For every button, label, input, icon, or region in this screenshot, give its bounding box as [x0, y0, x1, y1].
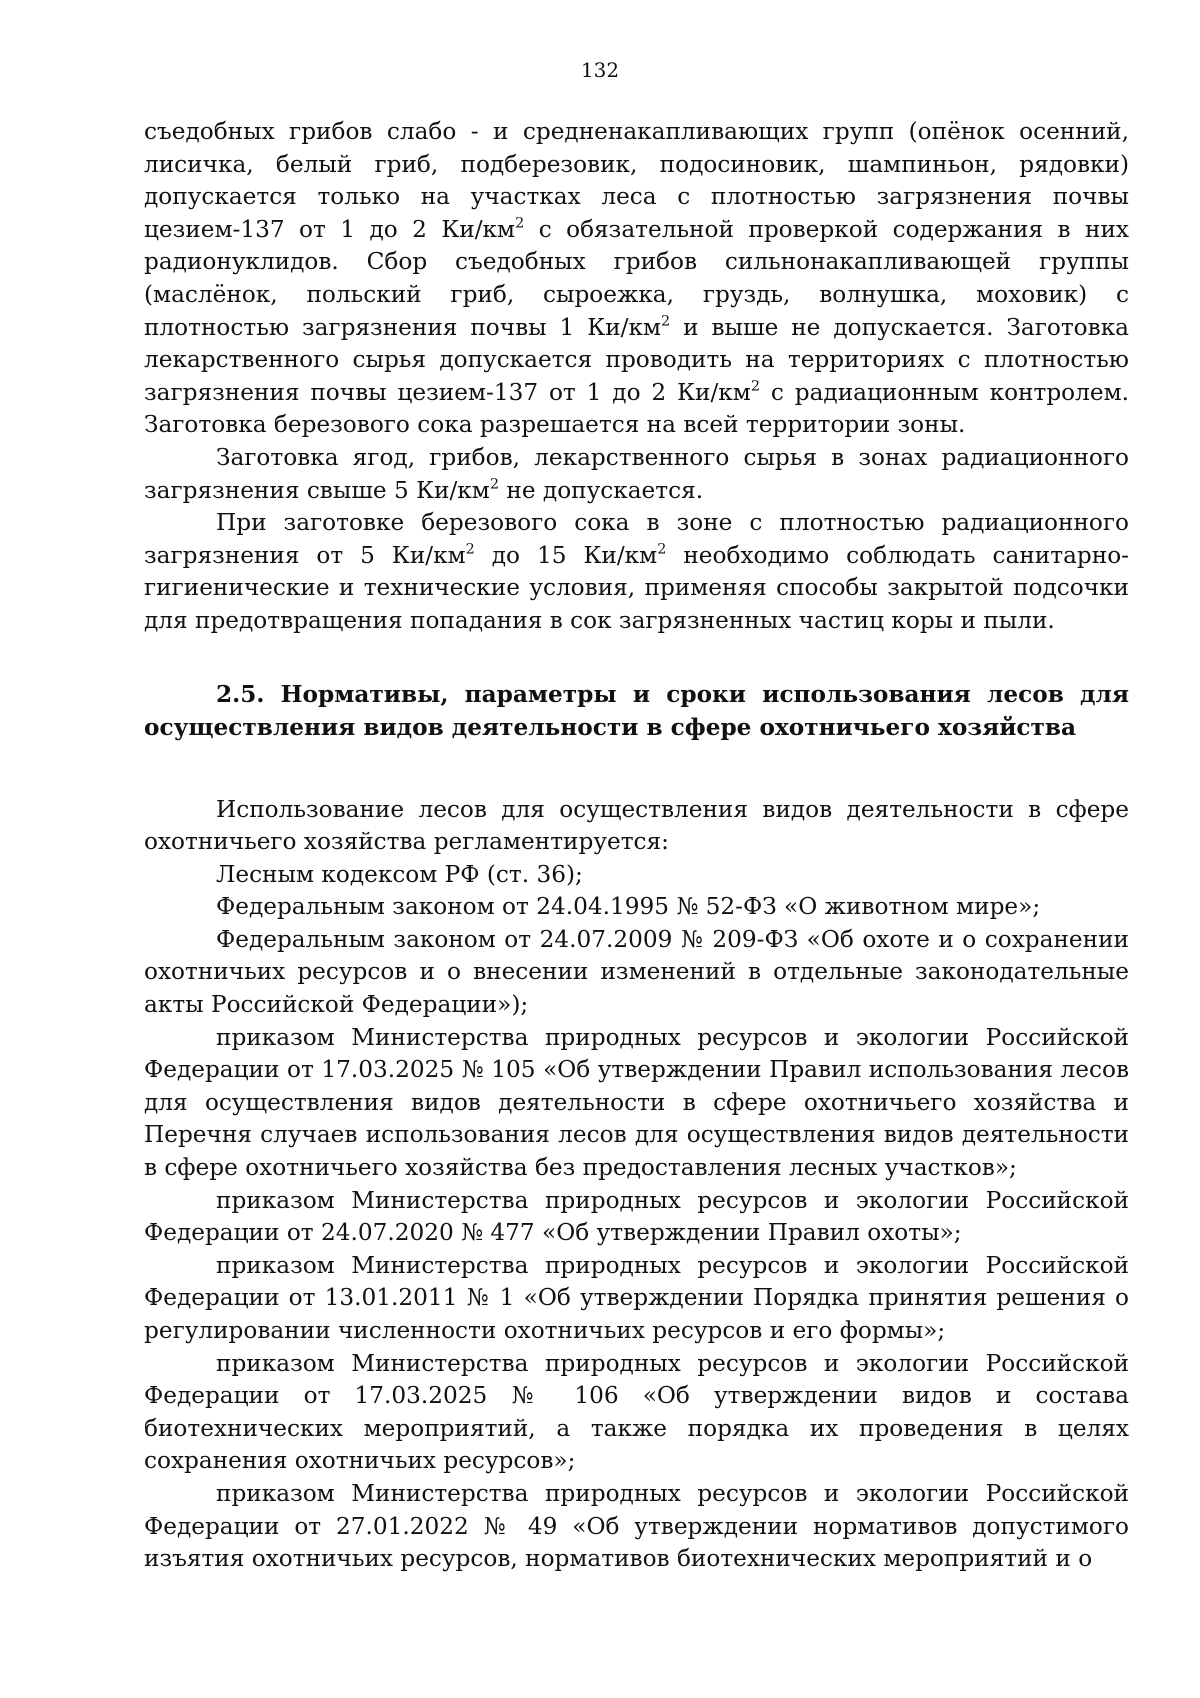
list-item-order-105: приказом Министерства природных ресурсов и экологии Российской Федерации от 17.03.2025 № 105 «Об утверждении Правил использования лесов для осуществления видов деятельности в сфере охотничьего хозяйства и Перечня случаев использования лесов для осуществления видов деятельности в сфере охотничьего хозяйства без предоставления лесных участков»; [144, 1023, 1129, 1182]
text-run: Заготовка ягод, грибов, лекарственного сырья в зонах радиационного загрязнения свыше 5 Ки/км [144, 443, 1129, 504]
text-run: с обязательной проверкой содержания в них радионуклидов. Сбор съедобных грибов сильнонакапливающей группы (маслёнок, польский гриб, сыроежка, груздь, волнушка, моховик) с плотностью загрязнения почвы 1 Ки/км [144, 215, 1130, 341]
list-item-law-wildlife: Федеральным законом от 24.04.1995 № 52-ФЗ «О животном мире»; [216, 893, 1041, 921]
page-number: 132 [580, 58, 620, 82]
superscript: 2 [657, 541, 667, 558]
superscript: 2 [515, 215, 525, 232]
superscript: 2 [750, 378, 760, 395]
text-run: до 15 Ки/км [474, 541, 658, 569]
paragraph-birch-sap [144, 507, 1129, 637]
superscript: 2 [661, 313, 671, 330]
paragraph-mushroom-harvesting [144, 116, 1129, 442]
superscript: 2 [489, 476, 499, 493]
text-run: с радиационным контролем. Заготовка березового сока разрешается на всей территории зоны. [144, 378, 1129, 439]
list-item-order-49: приказом Министерства природных ресурсов и экологии Российской Федерации от 27.01.2022 № 49 «Об утверждении нормативов допустимого изъятия охотничьих ресурсов, нормативов биотехнических мероприятий и о [144, 1479, 1129, 1573]
text-run: не допускается. [499, 476, 704, 504]
page-content [144, 116, 1129, 1576]
text-run: При заготовке березового сока в зоне с плотностью радиационного загрязнения от 5 Ки/км [144, 509, 1129, 569]
section-heading: 2.5. Нормативы, параметры и сроки использования лесов для осуществления видов деятельности в сфере охотничьего хозяйства [144, 680, 1129, 741]
list-item-law-hunting: Федеральным законом от 24.07.2009 № 209-ФЗ «Об охоте и о сохранении охотничьих ресурсов и о внесении изменений в отдельные законодательные акты Российской Федерации»); [144, 925, 1129, 1019]
list-item-order-106: приказом Министерства природных ресурсов и экологии Российской Федерации от 17.03.2025 № 106 «Об утверждении видов и состава биотехнических мероприятий, а также порядка их проведения в целях сохранения охотничьих ресурсов»; [144, 1349, 1129, 1475]
text-run: съедобных грибов слабо - и средненакапливающих групп (опёнок осенний, лисичка, белый гриб, подберезовик, подосиновик, шампиньон, рядовки) допускается только на участках леса с плотностью загрязнения почвы цезием-137 от 1 до 2 Ки/км [144, 118, 1129, 243]
paragraph-regulation-intro: Использование лесов для осуществления видов деятельности в сфере охотничьего хозяйства регламентируется: [144, 795, 1129, 856]
list-item-forest-code: Лесным кодексом РФ (ст. 36); [216, 860, 583, 888]
text-run: необходимо соблюдать санитарно-гигиенические и технические условия, применяя способы закрытой подсочки для предотвращения попадания в сок загрязненных частиц коры и пыли. [144, 541, 1129, 634]
superscript: 2 [465, 541, 475, 558]
list-item-order-1: приказом Министерства природных ресурсов и экологии Российской Федерации от 13.01.2011 № 1 «Об утверждении Порядка принятия решения о регулировании численности охотничьих ресурсов и его формы»; [144, 1251, 1129, 1344]
paragraph-contamination-limit [144, 442, 1129, 507]
list-item-order-477: приказом Министерства природных ресурсов и экологии Российской Федерации от 24.07.2020 № 477 «Об утверждении Правил охоты»; [144, 1186, 1129, 1247]
text-run: и выше не допускается. Заготовка лекарственного сырья допускается проводить на территориях с плотностью загрязнения почвы цезием-137 от 1 до 2 Ки/км [144, 313, 1130, 406]
